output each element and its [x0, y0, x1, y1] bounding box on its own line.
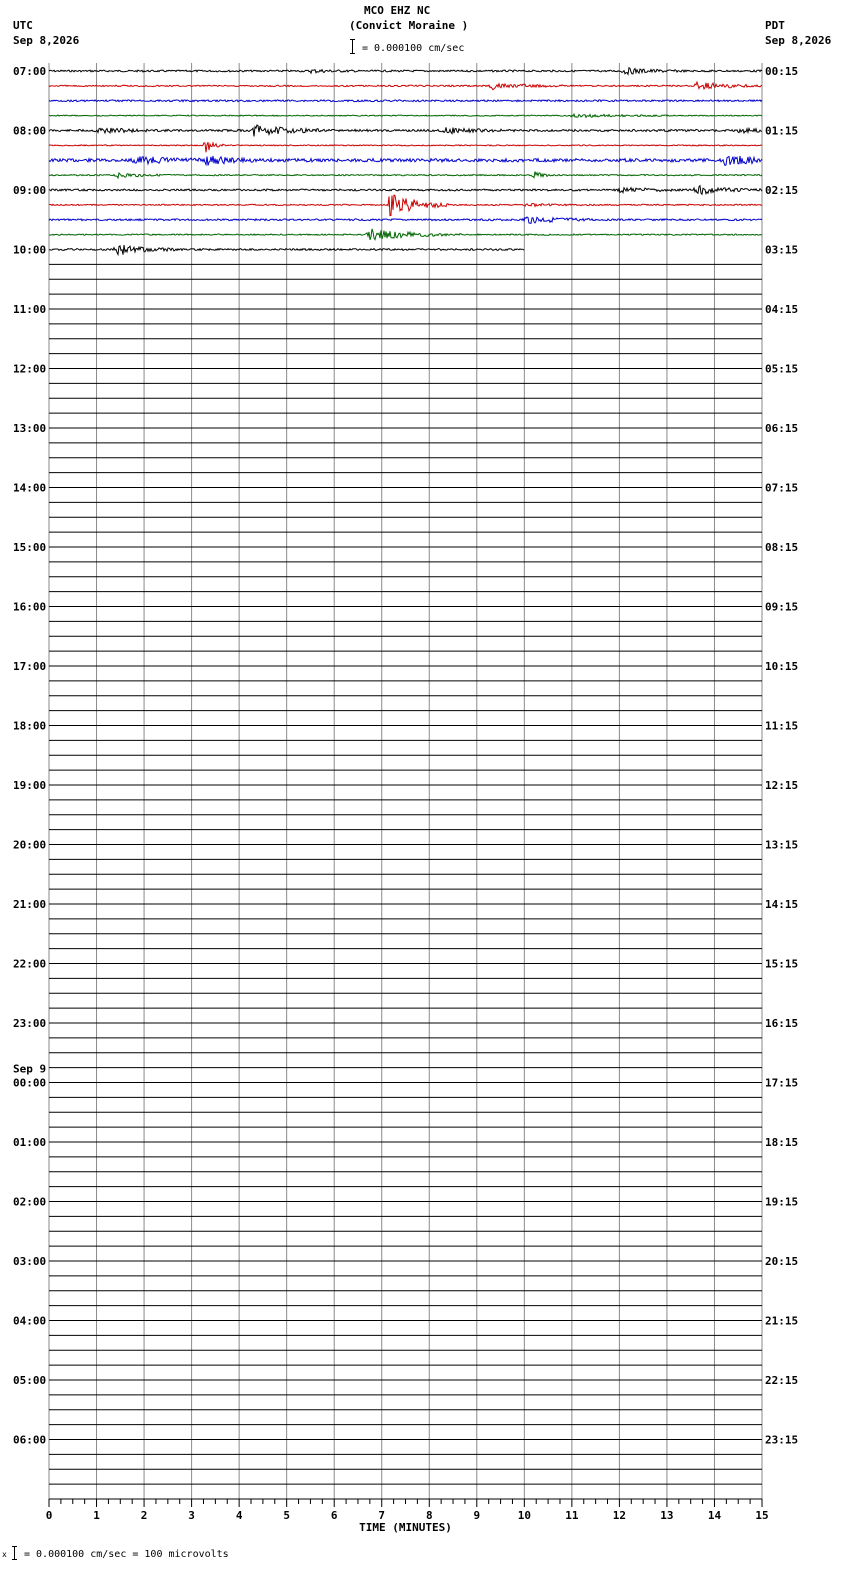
- utc-hour-label: 17:00: [13, 660, 47, 673]
- x-axis-title: TIME (MINUTES): [359, 1521, 452, 1534]
- utc-hour-label: 06:00: [13, 1433, 47, 1447]
- utc-hour-label: 11:00: [13, 303, 47, 316]
- pdt-hour-label: 21:15: [765, 1314, 799, 1328]
- x-tick-label: 1: [93, 1509, 100, 1522]
- seismic-trace: [49, 125, 762, 137]
- utc-hour-label: 01:00: [13, 1136, 47, 1149]
- pdt-hour-label: 08:15: [765, 541, 799, 554]
- footer-scale-label: = 0.000100 cm/sec = 100 microvolts: [24, 1549, 229, 1560]
- seismic-trace: [49, 68, 762, 75]
- footer-scale-bar-icon: [14, 1546, 15, 1560]
- x-tick-label: 10: [517, 1509, 531, 1522]
- utc-hour-label: 07:00: [13, 65, 47, 78]
- utc-hour-label: 19:00: [13, 779, 47, 792]
- station-location: (Convict Moraine ): [349, 19, 469, 32]
- utc-hour-label: 14:00: [13, 481, 47, 495]
- pdt-hour-label: 23:15: [765, 1433, 799, 1447]
- x-tick-label: 2: [140, 1509, 148, 1522]
- utc-hour-label: 08:00: [13, 124, 47, 138]
- pdt-hour-label: 14:15: [765, 898, 799, 911]
- pdt-hour-label: 12:15: [765, 779, 799, 792]
- pdt-hour-label: 15:15: [765, 957, 799, 971]
- footer-marker: x: [2, 1550, 7, 1559]
- utc-hour-label: 05:00: [13, 1374, 47, 1387]
- pdt-hour-label: 10:15: [765, 660, 799, 673]
- seismic-trace: [49, 229, 762, 240]
- utc-hour-label: 13:00: [13, 422, 47, 435]
- pdt-hour-label: 04:15: [765, 303, 799, 316]
- pdt-hour-label: 00:15: [765, 65, 799, 78]
- right-timezone: PDT: [765, 19, 785, 32]
- pdt-hour-label: 09:15: [765, 600, 799, 614]
- pdt-hour-label: 13:15: [765, 838, 799, 852]
- pdt-hour-label: 07:15: [765, 481, 799, 495]
- utc-hour-label: 23:00: [13, 1017, 47, 1030]
- utc-hour-label: 12:00: [13, 362, 47, 376]
- seismic-trace: [49, 100, 762, 102]
- pdt-hour-label: 05:15: [765, 362, 799, 376]
- x-tick-label: 3: [188, 1509, 195, 1522]
- pdt-hour-label: 03:15: [765, 243, 799, 257]
- utc-hour-label: 00:00: [13, 1076, 47, 1090]
- seismic-trace: [49, 142, 762, 152]
- trace-layer: [49, 68, 762, 255]
- pdt-hour-label: 19:15: [765, 1195, 799, 1209]
- pdt-hour-label: 20:15: [765, 1255, 799, 1268]
- seismic-trace: [49, 195, 762, 216]
- grid-lines: [49, 63, 762, 1499]
- station-title: MCO EHZ NC: [364, 4, 431, 17]
- pdt-hour-label: 16:15: [765, 1017, 799, 1030]
- pdt-hour-label: 06:15: [765, 422, 799, 435]
- pdt-hour-label: 18:15: [765, 1136, 799, 1149]
- time-axis: [46, 1499, 769, 1534]
- x-tick-label: 15: [755, 1509, 769, 1522]
- utc-hour-label: 20:00: [13, 838, 47, 852]
- left-date: Sep 8,2026: [13, 34, 80, 47]
- utc-hour-label: 15:00: [13, 541, 47, 554]
- x-tick-label: 6: [330, 1509, 338, 1522]
- seismic-trace: [49, 156, 762, 166]
- seismic-trace: [49, 186, 762, 195]
- x-tick-label: 7: [378, 1509, 386, 1522]
- utc-hour-label: 02:00: [13, 1195, 47, 1209]
- seismic-trace: [49, 172, 762, 179]
- pdt-hour-label: 17:15: [765, 1076, 799, 1090]
- x-tick-label: 5: [283, 1509, 290, 1522]
- pdt-hour-label: 02:15: [765, 184, 799, 197]
- pdt-hour-label: 11:15: [765, 719, 799, 733]
- utc-hour-label: 10:00: [13, 243, 47, 257]
- utc-hour-label: 03:00: [13, 1255, 47, 1268]
- utc-hour-label: 22:00: [13, 957, 47, 971]
- x-tick-label: 0: [45, 1509, 53, 1522]
- utc-hour-label: 18:00: [13, 719, 47, 733]
- seismic-trace: [49, 114, 762, 117]
- x-tick-label: 14: [707, 1509, 722, 1522]
- pdt-hour-label: 22:15: [765, 1374, 799, 1387]
- utc-hour-label: 16:00: [13, 600, 47, 614]
- utc-date-label: Sep 9: [13, 1062, 47, 1076]
- utc-hour-label: 09:00: [13, 184, 47, 197]
- x-tick-label: 13: [660, 1509, 674, 1522]
- left-timezone: UTC: [13, 19, 33, 32]
- x-tick-label: 11: [565, 1509, 579, 1522]
- right-date: Sep 8,2026: [765, 34, 832, 47]
- x-tick-label: 12: [612, 1509, 627, 1522]
- utc-hour-label: 04:00: [13, 1314, 47, 1328]
- x-tick-label: 9: [473, 1509, 481, 1522]
- x-tick-label: 4: [235, 1509, 243, 1522]
- x-tick-label: 8: [425, 1509, 433, 1522]
- utc-hour-label: 21:00: [13, 898, 47, 911]
- seismic-trace: [49, 82, 762, 90]
- pdt-hour-label: 01:15: [765, 124, 799, 138]
- scale-label: = 0.000100 cm/sec: [362, 43, 465, 54]
- seismic-trace: [49, 217, 762, 223]
